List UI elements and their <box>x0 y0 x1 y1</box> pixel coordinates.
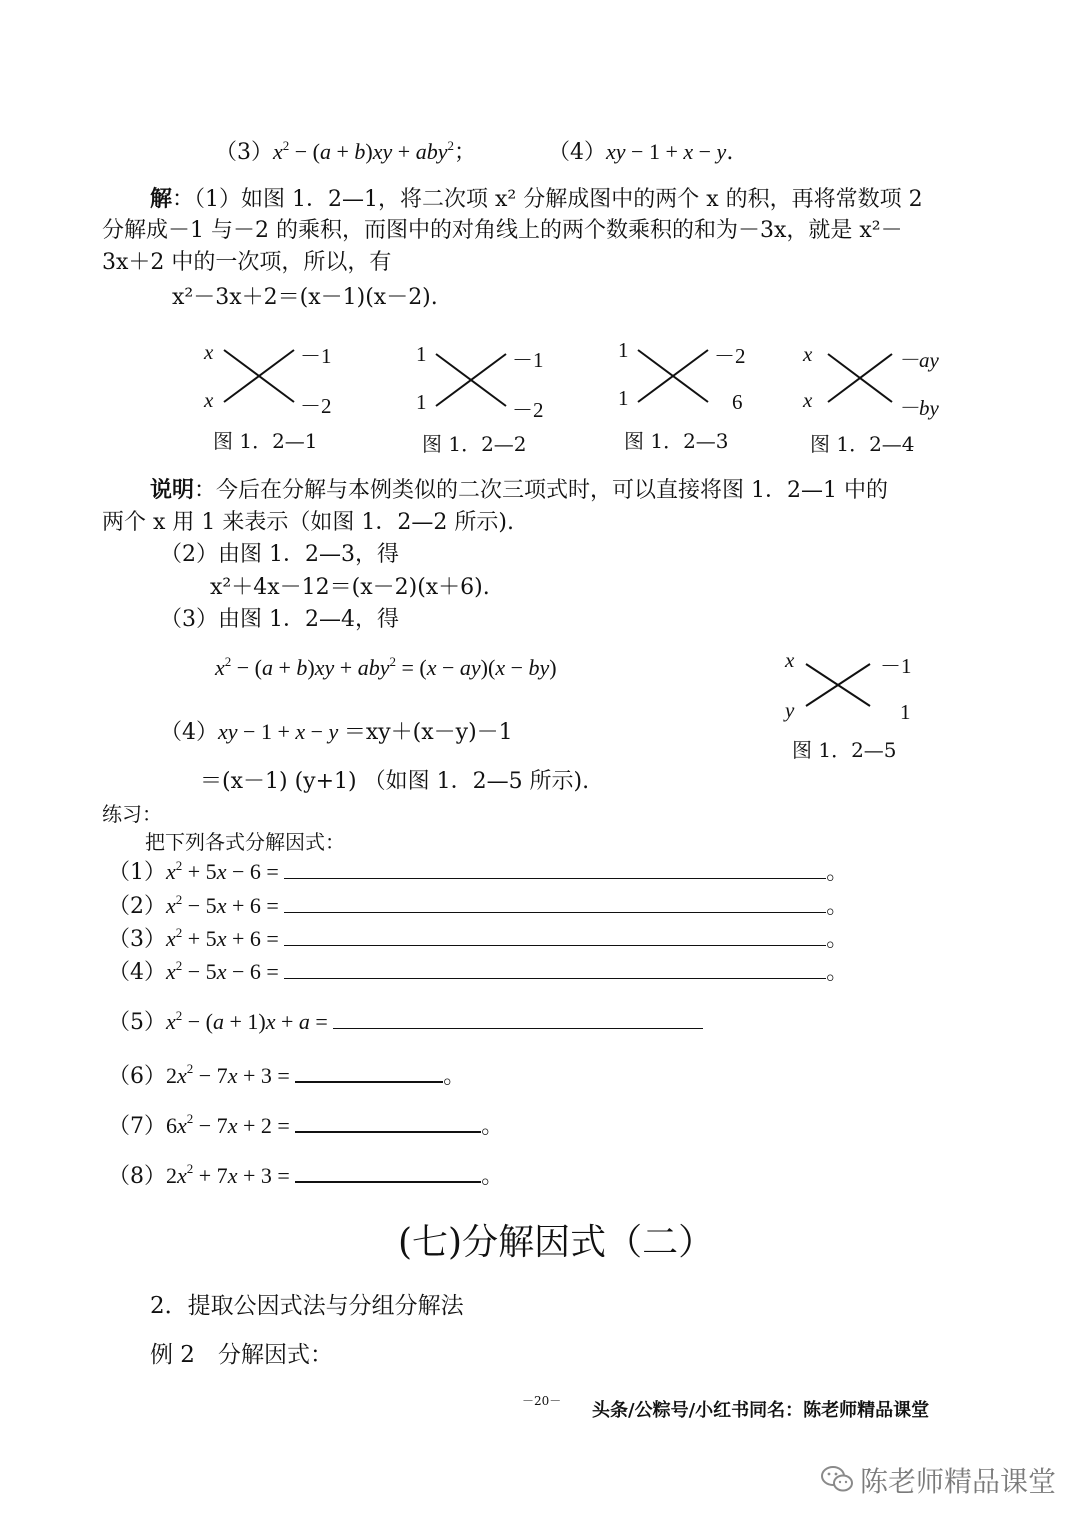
exercise-item-3: $(3)x^2 + 5x + 6$ = 。 <box>108 925 849 952</box>
step-4: （4）xy − 1 + x − y ＝xy＋(x－y)－1 <box>160 719 513 745</box>
figure-caption-3: 图 1．2—3 <box>624 429 729 453</box>
step-3-formula: $x^2 - (a + b)xy + aby^2 = (x - ay)(x - by)$ <box>215 654 557 680</box>
wechat-icon <box>820 1464 854 1494</box>
answer-blank[interactable] <box>284 856 826 879</box>
exercise-item-8: $(8)2x^2 + 7x + 3$ = 。 <box>108 1161 504 1189</box>
solution-line-1: 解：（1）如图 1．2—1，将二次项 x² 分解成图中的两个 x 的积，再将常数项 2 <box>150 186 923 212</box>
exercise-item-7: $(7)6x^2 - 7x + 2$ = 。 <box>108 1111 504 1139</box>
answer-blank[interactable] <box>333 1006 703 1029</box>
exercise-instruction: 把下列各式分解因式： <box>145 830 345 854</box>
problem-4: （4）xy − 1 + x − y. <box>548 139 734 165</box>
figure-caption-2: 图 1．2—2 <box>422 432 527 456</box>
answer-blank[interactable] <box>284 956 826 979</box>
figure-caption-1: 图 1．2—1 <box>213 429 318 453</box>
exercise-item-6: $(6)2x^2 - 7x + 3$ = 。 <box>108 1061 466 1089</box>
answer-blank[interactable] <box>284 923 826 946</box>
solution-line-2: 分解成－1 与－2 的乘积，而图中的对角线上的两个数乘积的和为－3x，就是 x²－ <box>102 218 903 243</box>
cross-figure-2: 1 －1 1 －2 <box>414 340 554 420</box>
answer-blank[interactable] <box>295 1059 443 1083</box>
example-heading: 例 2 分解因式： <box>150 1342 333 1368</box>
step-3: （3）由图 1．2—4，得 <box>160 607 399 632</box>
note-line-1: 说明：今后在分解与本例类似的二次三项式时，可以直接将图 1．2—1 中的 <box>150 477 888 503</box>
exercise-title: 练习： <box>102 802 162 826</box>
section-title: (七)分解因式（二） <box>398 1222 715 1263</box>
answer-blank[interactable] <box>284 890 826 913</box>
answer-blank[interactable] <box>295 1159 481 1183</box>
step-2: （2）由图 1．2—3，得 <box>160 542 399 567</box>
problem-3: $(3)x^2 - (a + b)xy + aby^2$； <box>215 138 476 165</box>
exercise-item-5: $(5)x^2 - (a + 1)x + a$ = <box>108 1006 703 1039</box>
page-number: －20－ <box>522 1394 562 1408</box>
exercise-item-4: $(4)x^2 - 5x - 6$ = 。 <box>108 958 849 985</box>
note-label: 说明 <box>150 477 195 503</box>
figure-caption-5: 图 1．2—5 <box>792 738 897 762</box>
exercise-item-1: $(1)x^2 + 5x - 6$ = 。 <box>108 858 849 885</box>
exercise-item-2: $(2)x^2 - 5x + 6$ = 。 <box>108 892 849 919</box>
step-2-result: x²＋4x－12＝(x－2)(x＋6). <box>210 575 490 600</box>
cross-figure-1: x －1 x －2 <box>200 336 340 416</box>
section-subtitle: 2．提取公因式法与分组分解法 <box>150 1293 464 1319</box>
source-credit: 头条/公粽号/小红书同名：陈老师精品课堂 <box>592 1400 930 1421</box>
solution-line-3: 3x＋2 中的一次项，所以，有 <box>102 250 392 275</box>
solution-result-1: x²－3x＋2＝(x－1)(x－2). <box>172 285 438 310</box>
answer-blank[interactable] <box>295 1109 481 1133</box>
solution-label: 解 <box>150 186 173 212</box>
cross-figure-4: x －ay x －by <box>800 340 960 420</box>
figure-caption-4: 图 1．2—4 <box>810 432 915 456</box>
cross-figure-5: x －1 y 1 <box>782 648 932 728</box>
cross-figure-3: 1 －2 1 6 <box>616 336 756 416</box>
step-4-line-2: ＝(x－1) (y+1) （如图 1．2—5 所示). <box>200 769 590 794</box>
note-line-2: 两个 x 用 1 来表示（如图 1．2—2 所示). <box>102 510 514 535</box>
